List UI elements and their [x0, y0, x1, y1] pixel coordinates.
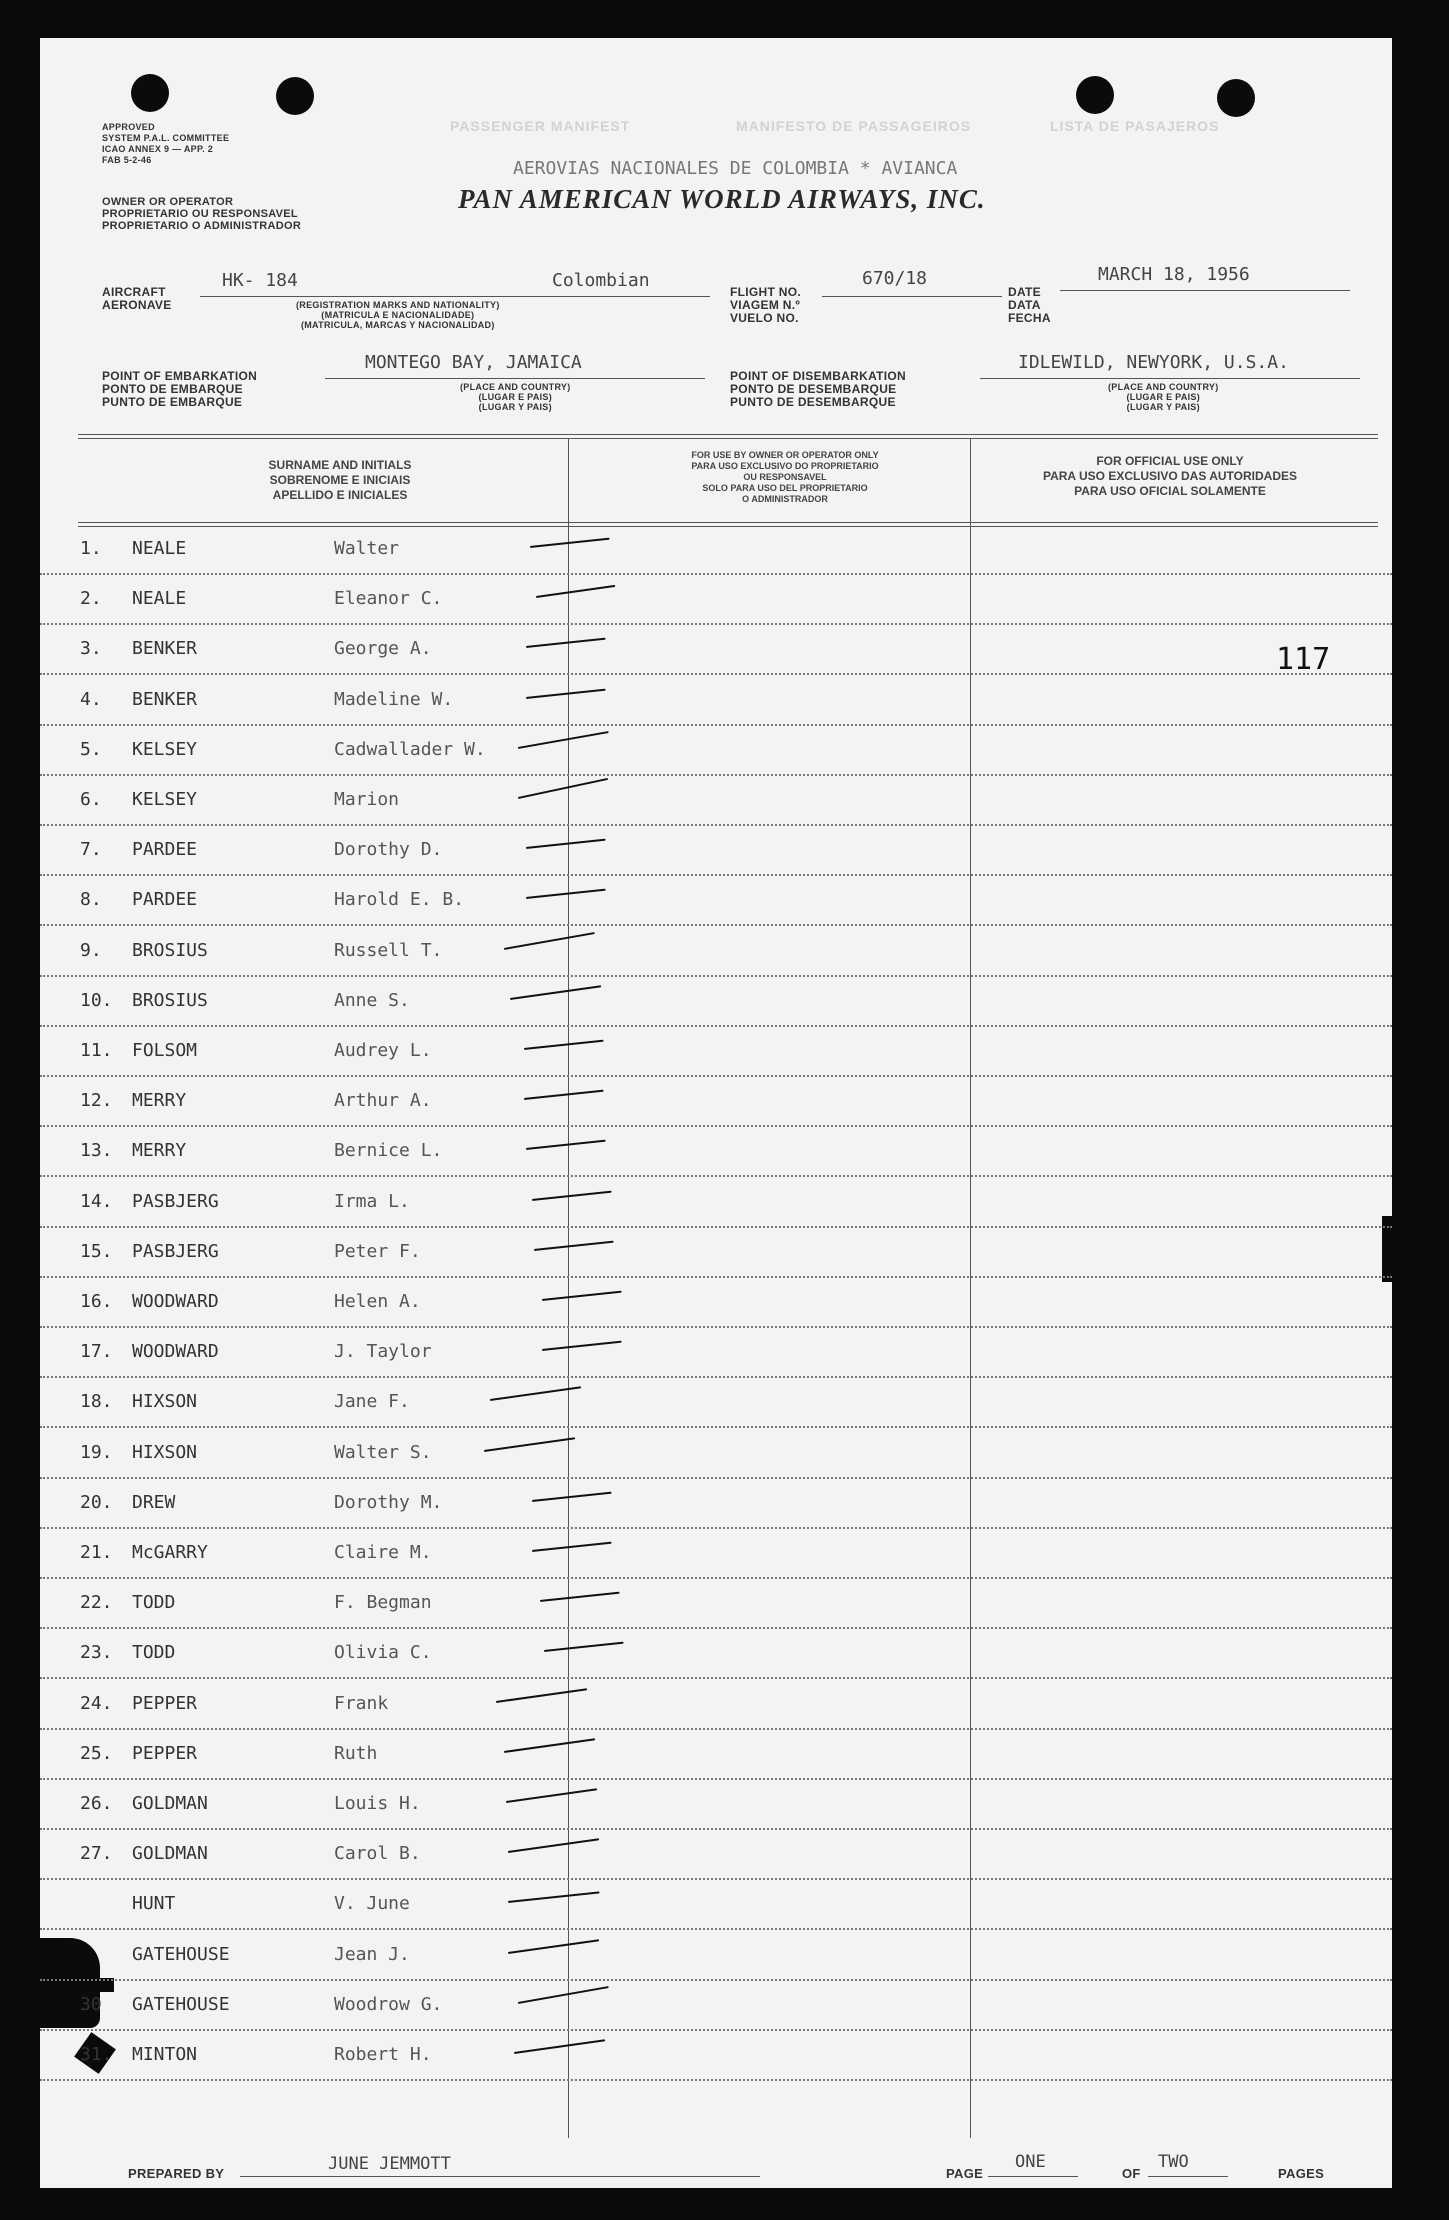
- embark-label-line: PUNTO DE EMBARQUE: [102, 395, 243, 409]
- passenger-number: 2.: [80, 588, 102, 610]
- check-mark: [532, 1491, 612, 1501]
- passenger-surname: BENKER: [132, 638, 198, 660]
- registration-note-line: (REGISTRATION MARKS AND NATIONALITY): [296, 300, 500, 310]
- check-mark: [496, 1688, 587, 1703]
- column-header-line: APELLIDO E INICIALES: [272, 488, 408, 502]
- table-row: [40, 624, 1392, 675]
- check-mark: [508, 1939, 599, 1954]
- passenger-surname: FOLSOM: [132, 1040, 198, 1061]
- check-mark: [536, 585, 615, 598]
- check-mark: [530, 538, 610, 548]
- check-mark: [526, 638, 606, 648]
- passenger-given-name: Irma L.: [334, 1190, 410, 1212]
- punch-hole: [1076, 76, 1114, 114]
- flight-underline: [822, 296, 1002, 297]
- aircraft-label: [102, 286, 172, 312]
- flight-label-line: VUELO NO.: [730, 311, 799, 325]
- passenger-given-name: George A.: [334, 638, 432, 660]
- aircraft-label-line: AIRCRAFT: [102, 285, 166, 299]
- aircraft-nationality: Colombian: [552, 270, 650, 291]
- passenger-number: 3.: [80, 638, 102, 660]
- passenger-number: 21.: [80, 1542, 113, 1563]
- passenger-number: 15.: [80, 1240, 113, 1262]
- table-row: [40, 926, 1392, 977]
- stamp-number: 117: [1276, 642, 1331, 677]
- passenger-given-name: Cadwallader W.: [334, 738, 486, 760]
- aircraft-underline: [200, 296, 710, 297]
- date-label-line: DATA: [1008, 298, 1041, 312]
- passenger-surname: WOODWARD: [132, 1341, 219, 1363]
- passenger-surname: KELSEY: [132, 789, 198, 810]
- passenger-given-name: Walter: [334, 538, 400, 559]
- passenger-given-name: Peter F.: [334, 1240, 421, 1262]
- passenger-surname: PARDEE: [132, 889, 198, 911]
- embark-label-line: PONTO DE EMBARQUE: [102, 382, 243, 396]
- flight-label-line: VIAGEM N.º: [730, 298, 801, 312]
- page-total: TWO: [1158, 2152, 1189, 2172]
- table-row: [40, 1930, 1392, 1981]
- registration-note: [296, 300, 500, 330]
- table-row: [40, 1779, 1392, 1830]
- passenger-number: 8.: [80, 889, 102, 911]
- passenger-number: 16.: [80, 1291, 113, 1312]
- passenger-given-name: Eleanor C.: [334, 588, 443, 610]
- passenger-number: 7.: [80, 839, 102, 861]
- page-total-underline: [1148, 2176, 1228, 2177]
- registration-note-line: (MATRICULA E NACIONALIDADE): [321, 310, 475, 320]
- table-top-rule: [78, 434, 1378, 439]
- approval-line: FAB 5-2-46: [102, 155, 152, 165]
- passenger-surname: HIXSON: [132, 1391, 198, 1413]
- column-header-name: [80, 458, 600, 503]
- disembark-label-line: PONTO DE DESEMBARQUE: [730, 382, 897, 396]
- passenger-given-name: Harold E. B.: [334, 889, 465, 911]
- check-mark: [526, 1140, 606, 1150]
- check-mark: [534, 1240, 614, 1250]
- table-row: [40, 1277, 1392, 1328]
- table-row: [40, 1578, 1392, 1629]
- column-header-line: SOBRENOME E INICIAIS: [269, 473, 411, 487]
- passenger-number: 11.: [80, 1040, 113, 1061]
- column-header-line: SOLO PARA USO DEL PROPRIETARIO: [702, 483, 868, 493]
- table-row: [40, 1679, 1392, 1730]
- passenger-given-name: Frank: [334, 1692, 389, 1714]
- passenger-surname: McGARRY: [132, 1542, 208, 1563]
- table-row: [40, 1177, 1392, 1228]
- passenger-number: 24.: [80, 1692, 113, 1714]
- passenger-surname: PARDEE: [132, 839, 198, 861]
- page-underline: [988, 2176, 1078, 2177]
- column-header-official: [970, 454, 1370, 499]
- disembark-underline: [980, 378, 1360, 379]
- check-mark: [532, 1190, 612, 1200]
- row-rule: [40, 2079, 1392, 2081]
- title-es: LISTA DE PASAJEROS: [1050, 118, 1220, 134]
- check-mark: [542, 1341, 622, 1351]
- passenger-number: 4.: [80, 688, 102, 710]
- table-row: [40, 875, 1392, 926]
- passenger-number: 23.: [80, 1642, 113, 1664]
- column-header-line: FOR USE BY OWNER OR OPERATOR ONLY: [691, 450, 879, 460]
- passenger-number: 9.: [80, 939, 102, 961]
- check-mark: [518, 731, 609, 749]
- of-label: OF: [1122, 2166, 1141, 2181]
- passenger-surname: GATEHOUSE: [132, 1993, 230, 2015]
- table-row: [40, 1126, 1392, 1177]
- title-pt: MANIFESTO DE PASSAGEIROS: [736, 118, 972, 134]
- passenger-given-name: Anne S.: [334, 989, 410, 1011]
- prepared-by-label: PREPARED BY: [128, 2166, 225, 2181]
- date-underline: [1060, 290, 1350, 291]
- passenger-number: 22.: [80, 1592, 113, 1614]
- title-en: PASSENGER MANIFEST: [450, 118, 631, 134]
- passenger-surname: NEALE: [132, 588, 187, 610]
- owner-line: PROPRIETARIO OU RESPONSAVEL: [102, 208, 298, 220]
- place-note-line: (LUGAR Y PAIS): [1126, 402, 1200, 412]
- place-note-line: (PLACE AND COUNTRY): [1108, 382, 1219, 392]
- approval-line: APPROVED: [102, 122, 155, 132]
- passenger-given-name: Audrey L.: [334, 1040, 432, 1061]
- table-row: [40, 1026, 1392, 1077]
- check-mark: [526, 688, 606, 698]
- passenger-number: 1.: [80, 538, 102, 559]
- table-row: [40, 775, 1392, 826]
- table-row: [40, 1628, 1392, 1679]
- column-header-line: PARA USO OFICIAL SOLAMENTE: [1074, 484, 1266, 498]
- flight-date: MARCH 18, 1956: [1098, 264, 1250, 285]
- passenger-surname: BROSIUS: [132, 939, 208, 961]
- passenger-surname: MERRY: [132, 1090, 187, 1112]
- passenger-given-name: Olivia C.: [334, 1642, 432, 1664]
- passenger-surname: GOLDMAN: [132, 1843, 208, 1865]
- prepared-by-underline: [240, 2176, 760, 2177]
- passenger-given-name: J. Taylor: [334, 1341, 432, 1363]
- passenger-surname: TODD: [132, 1592, 176, 1614]
- passenger-surname: MINTON: [132, 2044, 198, 2065]
- check-mark: [484, 1437, 575, 1452]
- table-row: [40, 1076, 1392, 1127]
- page-label: PAGE: [946, 2166, 984, 2181]
- pages-label: PAGES: [1278, 2166, 1325, 2181]
- check-mark: [542, 1291, 622, 1301]
- check-mark: [508, 1892, 600, 1904]
- passenger-number: 5.: [80, 738, 102, 760]
- passenger-number: 18.: [80, 1391, 113, 1413]
- column-header-line: PARA USO EXCLUSIVO DO PROPRIETARIO: [691, 461, 879, 471]
- owner-label: [102, 196, 301, 232]
- place-note-line: (LUGAR E PAIS): [478, 392, 553, 402]
- passenger-given-name: Helen A.: [334, 1291, 421, 1312]
- passenger-given-name: Claire M.: [334, 1542, 432, 1563]
- check-mark: [504, 1738, 595, 1753]
- passenger-given-name: F. Begman: [334, 1592, 432, 1614]
- passenger-surname: TODD: [132, 1642, 176, 1664]
- passenger-given-name: Woodrow G.: [334, 1993, 443, 2015]
- passenger-number: 17.: [80, 1341, 113, 1363]
- passenger-surname: PEPPER: [132, 1742, 198, 1764]
- passenger-number: 30: [80, 1993, 102, 2015]
- table-row: [40, 1879, 1392, 1930]
- manifest-sheet: [40, 38, 1392, 2188]
- check-mark: [514, 2039, 605, 2054]
- passenger-given-name: Arthur A.: [334, 1090, 432, 1112]
- column-header-line: OU RESPONSAVEL: [743, 472, 827, 482]
- place-note-line: (LUGAR E PAIS): [1126, 392, 1201, 402]
- aircraft-label-line: AERONAVE: [102, 298, 172, 312]
- table-row: [40, 675, 1392, 726]
- disembarkation-point: IDLEWILD, NEWYORK, U.S.A.: [1018, 352, 1289, 373]
- table-row: [40, 1428, 1392, 1479]
- passenger-surname: KELSEY: [132, 738, 198, 760]
- check-mark: [508, 1838, 599, 1853]
- check-mark: [526, 839, 606, 849]
- passenger-number: 14.: [80, 1190, 113, 1212]
- passenger-given-name: Dorothy D.: [334, 839, 443, 861]
- flight-number: 670/18: [862, 268, 928, 289]
- table-row: [40, 1528, 1392, 1579]
- passenger-surname: HUNT: [132, 1893, 176, 1915]
- check-mark: [524, 1090, 604, 1100]
- passenger-given-name: Bernice L.: [334, 1140, 443, 1162]
- column-header-line: O ADMINISTRADOR: [742, 494, 828, 504]
- passenger-surname: HIXSON: [132, 1441, 198, 1463]
- check-mark: [518, 778, 608, 799]
- check-mark: [510, 985, 601, 1000]
- passenger-surname: BENKER: [132, 688, 198, 710]
- column-header-line: FOR OFFICIAL USE ONLY: [1096, 454, 1244, 468]
- check-mark: [504, 932, 595, 950]
- date-label: [1008, 286, 1051, 325]
- table-row: [40, 1377, 1392, 1428]
- disembark-label: [730, 370, 906, 409]
- check-mark: [490, 1387, 581, 1402]
- table-row: [40, 1478, 1392, 1529]
- passenger-number: 6.: [80, 789, 102, 810]
- passenger-surname: PEPPER: [132, 1692, 198, 1714]
- date-label-line: FECHA: [1008, 311, 1051, 325]
- passenger-given-name: Dorothy M.: [334, 1491, 443, 1513]
- passenger-number: 31.: [80, 2044, 113, 2065]
- embark-label-line: POINT OF EMBARKATION: [102, 369, 258, 383]
- owner-line: OWNER OR OPERATOR: [102, 196, 234, 208]
- passenger-number: 19.: [80, 1441, 113, 1463]
- check-mark: [544, 1642, 624, 1652]
- table-row: [40, 1327, 1392, 1378]
- passenger-number: 20.: [80, 1491, 113, 1513]
- place-note-line: (LUGAR Y PAIS): [478, 402, 552, 412]
- passenger-surname: NEALE: [132, 538, 187, 559]
- check-mark: [524, 1040, 604, 1050]
- table-row: [40, 976, 1392, 1027]
- punch-hole: [276, 77, 314, 115]
- passenger-number: 13.: [80, 1140, 113, 1162]
- passenger-surname: MERRY: [132, 1140, 187, 1162]
- passenger-given-name: Louis H.: [334, 1793, 421, 1814]
- approval-block: [102, 122, 229, 166]
- registration-note-line: (MATRICULA, MARCAS Y NACIONALIDAD): [300, 320, 495, 330]
- passenger-given-name: V. June: [334, 1893, 410, 1915]
- passenger-given-name: Ruth: [334, 1742, 378, 1764]
- approval-line: ICAO ANNEX 9 — APP. 2: [102, 144, 213, 154]
- page-number: ONE: [1015, 2152, 1046, 2172]
- flight-label: [730, 286, 801, 325]
- passenger-number: 12.: [80, 1090, 113, 1112]
- check-mark: [532, 1542, 612, 1552]
- table-row: [40, 825, 1392, 876]
- table-row: [40, 1729, 1392, 1780]
- disembark-place-note: [1108, 382, 1219, 412]
- check-mark: [518, 1986, 609, 2004]
- column-header-line: SURNAME AND INITIALS: [268, 458, 412, 472]
- passenger-surname: GATEHOUSE: [132, 1943, 230, 1965]
- passenger-given-name: Walter S.: [334, 1441, 432, 1463]
- passenger-given-name: Robert H.: [334, 2044, 432, 2065]
- passenger-given-name: Russell T.: [334, 939, 443, 961]
- passenger-given-name: Jean J.: [334, 1943, 410, 1965]
- date-label-line: DATE: [1008, 285, 1041, 299]
- column-header-operator: [580, 450, 990, 505]
- disembark-label-line: PUNTO DE DESEMBARQUE: [730, 395, 896, 409]
- passenger-surname: BROSIUS: [132, 989, 208, 1011]
- flight-label-line: FLIGHT NO.: [730, 285, 801, 299]
- table-row: [40, 1980, 1392, 2031]
- check-mark: [540, 1592, 620, 1602]
- passenger-given-name: Madeline W.: [334, 688, 454, 710]
- passenger-given-name: Jane F.: [334, 1391, 410, 1413]
- passenger-given-name: Carol B.: [334, 1843, 421, 1865]
- owner-line: PROPRIETARIO O ADMINISTRADOR: [102, 220, 302, 232]
- passenger-number: 26.: [80, 1793, 113, 1814]
- operator-stamp: PAN AMERICAN WORLD AIRWAYS, INC.: [458, 184, 986, 214]
- embark-label: [102, 370, 257, 409]
- passenger-surname: DREW: [132, 1491, 176, 1513]
- passenger-surname: PASBJERG: [132, 1190, 219, 1212]
- passenger-number: 10.: [80, 989, 113, 1011]
- passenger-surname: GOLDMAN: [132, 1793, 208, 1814]
- passenger-given-name: Marion: [334, 789, 400, 810]
- column-header-line: PARA USO EXCLUSIVO DAS AUTORIDADES: [1042, 469, 1298, 483]
- check-mark: [506, 1788, 597, 1803]
- prepared-by-name: JUNE JEMMOTT: [328, 2154, 451, 2174]
- table-row: [40, 524, 1392, 575]
- punch-hole: [1217, 79, 1255, 117]
- embarkation-point: MONTEGO BAY, JAMAICA: [365, 352, 582, 373]
- disembark-label-line: POINT OF DISEMBARKATION: [730, 369, 907, 383]
- table-row: [40, 725, 1392, 776]
- check-mark: [526, 889, 606, 899]
- passenger-surname: PASBJERG: [132, 1240, 219, 1262]
- embark-place-note: [460, 382, 571, 412]
- passenger-number: 25.: [80, 1742, 113, 1764]
- place-note-line: (PLACE AND COUNTRY): [460, 382, 571, 392]
- table-row: [40, 1227, 1392, 1278]
- operator-typed: AEROVIAS NACIONALES DE COLOMBIA * AVIANCA: [513, 158, 958, 179]
- approval-line: SYSTEM P.A.L. COMMITTEE: [102, 133, 230, 143]
- table-row: [40, 2030, 1392, 2081]
- embark-underline: [325, 378, 705, 379]
- passenger-number: 27.: [80, 1843, 113, 1865]
- passenger-surname: WOODWARD: [132, 1291, 219, 1312]
- aircraft-registration: HK- 184: [222, 270, 298, 291]
- punch-hole: [131, 74, 169, 112]
- table-row: [40, 1829, 1392, 1880]
- table-row: [40, 574, 1392, 625]
